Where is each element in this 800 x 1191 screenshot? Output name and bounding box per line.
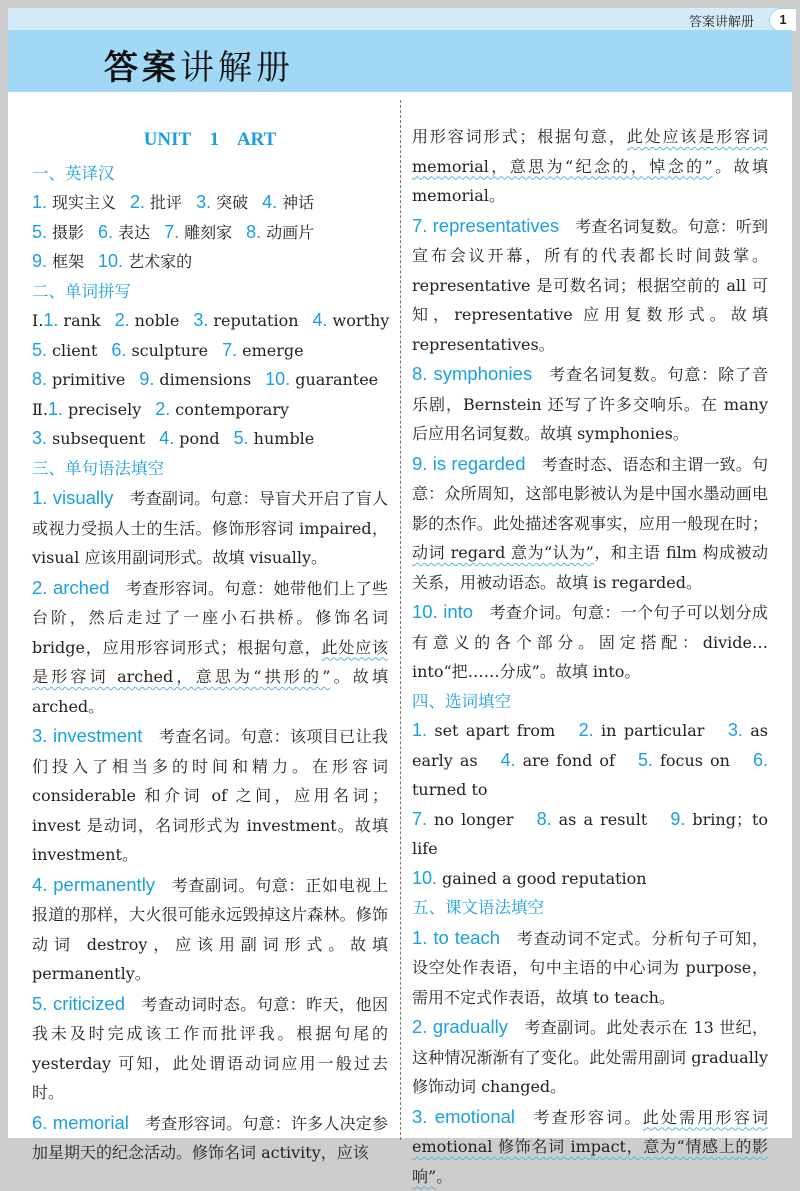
answer-item [32,311,101,330]
item-number: 9. [32,251,52,271]
item-number: 1. [412,720,434,740]
answer-item [155,400,289,419]
item-number: 3. [193,310,213,330]
page-title [104,40,294,89]
answer-item [32,252,84,271]
item-text: turned to [412,780,488,799]
item-text: primitive [52,370,125,389]
item-text: in particular [601,721,704,740]
item-text: guarantee [295,370,378,389]
answer-item [32,429,145,448]
answer-key: 2. arched [32,577,110,598]
item-number: 4. [501,750,523,770]
explanation-text: 。故填 arched。 [32,667,388,716]
column-divider [400,100,401,1140]
explanation-text: 。故填 memorial。 [412,157,768,206]
item-text: 框架 [52,252,84,271]
item-number: 6. [753,750,768,770]
explanation-text: 考查形容词。 [531,1108,643,1127]
word-choice-answers [412,716,768,893]
answer-item [98,252,192,271]
item-number: 1. [48,399,68,419]
item-number: 7. [164,222,184,242]
answer-entry [32,483,388,573]
answer-entry [412,1102,768,1191]
answer-key: 8. symphonies [412,363,532,384]
running-header [8,8,792,30]
grammar-answers-continued [412,122,768,687]
answer-key: 2. gradually [412,1016,508,1037]
explanation-text: 考查时态、语态和主谓一致。句意：众所周知，这部电影被认为是中国水墨动画电影的杰作。此处描述客观事实，应用一般现在时； [412,455,768,533]
item-text: 雕刻家 [184,223,232,242]
item-number: 9. [139,369,159,389]
item-number: 8. [32,369,52,389]
answer-item [130,193,182,212]
answer-key: 1. to teach [412,927,500,948]
explanation-text: 考查名词复数。句意：除了音乐剧，Bernstein 还写了许多交响乐。在 many 后应用名词复数。故填 symphonies。 [412,365,768,443]
item-text: gained a good reputation [442,869,647,888]
answer-entry [412,449,768,598]
item-text: 表达 [118,223,150,242]
item-number: 3. [32,428,52,448]
item-number: 2. [130,192,150,212]
answer-key: 1. visually [32,487,113,508]
answer-entry [412,597,768,687]
item-text: pond [179,429,219,448]
answer-item [32,223,84,242]
item-number: 10. [98,251,128,271]
roman-prefix: Ⅰ. [32,311,43,330]
explanation-text: 考查副词。此处表示在 13 世纪，这种情况渐渐有了变化。此处需用副词 gradually 修饰动词 changed。 [412,1018,768,1096]
running-title: 答案讲解册 [689,11,754,30]
right-column [412,122,768,1191]
answer-item [32,341,97,360]
answer-item [262,193,314,212]
answer-entry [412,122,768,211]
roman-prefix: Ⅱ. [32,400,48,419]
answer-entry [32,870,388,989]
explanation-text: 考查名词复数。句意：听到宣布会议开幕，所有的代表都长时间鼓掌。representative 是可数名词；根据空前的 all 可知，representative 应用复数形式。故填 representatives。 [412,217,768,354]
item-text: worthy [333,311,390,330]
answer-item [139,370,251,389]
answer-item [222,341,303,360]
item-number: 5. [32,340,52,360]
answer-item [412,721,555,740]
answer-entry [32,721,388,870]
item-number: 6. [111,340,131,360]
answer-item [164,223,232,242]
answer-item [32,400,141,419]
answer-key: 10. into [412,601,473,622]
item-number: 3. [728,720,750,740]
section-heading: 二、单词拼写 [32,277,388,307]
page-number: 1 [769,8,796,32]
answer-row [32,218,388,248]
item-number: 9. [670,809,692,829]
explanation-text: 用形容词形式；根据句意， [412,127,627,146]
page-title-bold: 答案 [104,48,180,88]
answer-row [32,247,388,277]
answer-item [412,869,647,888]
answer-row [32,424,388,454]
unit-title: UNIT 1 ART [32,125,388,155]
item-text: emerge [242,341,303,360]
explanation-text: 考查形容词。句意：许多人决定参加星期天的纪念活动。修饰名词 activity，应该 [32,1114,388,1163]
explanation-text: 考查介词。句意：一个句子可以划分成有意义的各个部分。固定搭配：divide…into“把……分成”。故填 into。 [412,603,768,681]
item-number: 4. [262,192,282,212]
item-number: 3. [196,192,216,212]
explanation-text: ，和主语 film 构成被动关系，用被动语态。故填 is regarded。 [412,543,768,592]
section-heading: 五、课文语法填空 [412,893,768,923]
translation-answers [32,188,388,277]
explanation-text: 考查副词。句意：导盲犬开启了盲人或视力受损人士的生活。修饰形容词 impaired，visual 应该用副词形式。故填 visually。 [32,489,388,567]
answer-row [32,365,388,395]
item-number: 5. [234,428,254,448]
item-text: 艺术家的 [128,252,192,271]
item-text: precisely [68,400,141,419]
answer-key: 3. emotional [412,1106,515,1127]
answer-item [111,341,208,360]
answer-item [32,193,116,212]
answer-key: 9. is regarded [412,453,525,474]
answer-item [537,810,648,829]
item-text: focus on [660,751,730,770]
answer-entry [412,359,768,449]
section-heading: 四、选词填空 [412,687,768,717]
item-text: set apart from [434,721,555,740]
underlined-note: 此处需用形容词 emotional 修饰名词 impact，意为“情感上的影响” [412,1108,768,1186]
grammar-answers [32,483,388,1168]
answer-key: 4. permanently [32,874,155,895]
answer-item [234,429,315,448]
page [8,8,792,1138]
left-column [32,125,388,1168]
answer-item [193,311,298,330]
underlined-note: 动词 regard 意为“认为” [412,543,594,562]
item-text: are fond of [523,751,615,770]
answer-item [115,311,180,330]
text-grammar-answers [412,923,768,1191]
item-text: reputation [213,311,298,330]
item-text: client [52,341,97,360]
item-number: 10. [265,369,295,389]
answer-item [159,429,219,448]
underlined-note: 此处应该是形容词 arched，意思为“拱形的” [32,638,388,687]
answer-item [501,751,615,770]
item-text: 神话 [282,193,314,212]
answer-key: 3. investment [32,725,142,746]
item-number: 10. [412,868,442,888]
explanation-text: 考查副词。句意：正如电视上报道的那样，大火很可能永远毁掉这片森林。修饰动词 destroy，应该用副词形式。故填 permanently。 [32,876,388,984]
answer-item [265,370,378,389]
answer-key: 5. criticized [32,993,125,1014]
answer-item [313,311,390,330]
answer-item [32,370,125,389]
item-number: 1. [32,192,52,212]
answer-row [32,336,388,366]
answer-row [32,395,388,425]
answer-key: 6. memorial [32,1112,129,1133]
item-text: contemporary [175,400,289,419]
answer-entry [412,923,768,1013]
item-text: 突破 [216,193,248,212]
item-text: rank [63,311,100,330]
item-text: 现实主义 [52,193,116,212]
item-text: sculpture [131,341,208,360]
underlined-note: 此处应该是形容词 memorial，意思为“纪念的，悼念的” [412,127,768,176]
answer-item [98,223,150,242]
item-text: bring；to life [412,810,768,859]
explanation-text: 考查动词不定式。分析句子可知，设空处作表语，句中主语的中心词为 purpose，需用不定式作表语，故填 to teach。 [412,929,768,1007]
answer-entry [32,573,388,722]
item-number: 4. [313,310,333,330]
answer-entry [412,1012,768,1102]
explanation-text: 考查动词时态。句意：昨天，他因我未及时完成该工作而批评我。根据句尾的 yesterday 可知，此处谓语动词应用一般过去时。 [32,995,388,1103]
item-number: 1. [43,310,63,330]
item-text: as early as [412,721,768,770]
answer-entry [412,211,768,360]
item-number: 5. [32,222,52,242]
item-number: 2. [115,310,135,330]
item-number: 6. [98,222,118,242]
item-text: 批评 [150,193,182,212]
answer-entry [32,1108,388,1168]
answer-item [579,721,705,740]
section-heading: 三、单句语法填空 [32,454,388,484]
item-text: no longer [434,810,513,829]
answer-key: 7. representatives [412,215,559,236]
item-text: dimensions [159,370,251,389]
explanation-text: 。 [436,1167,452,1186]
answer-item [412,810,513,829]
answer-entry [32,989,388,1108]
explanation-text: 考查形容词。句意：她带他们上了些台阶，然后走过了一座小石拱桥。修饰名词 bridge，应用形容词形式；根据句意， [32,579,388,657]
section-heading: 一、英译汉 [32,159,388,189]
item-text: humble [254,429,315,448]
answer-item [246,223,314,242]
item-number: 2. [579,720,601,740]
explanation-text: 考查名词。句意：该项目已让我们投入了相当多的时间和精力。在形容词 considerable 和介词 of 之间，应用名词；invest 是动词，名词形式为 investment。故填 investment。 [32,727,388,864]
item-number: 7. [412,809,434,829]
item-number: 8. [537,809,559,829]
item-text: 摄影 [52,223,84,242]
answer-row [32,306,388,336]
item-text: noble [135,311,180,330]
item-number: 5. [638,750,660,770]
item-text: 动画片 [266,223,314,242]
answer-row [32,188,388,218]
item-text: subsequent [52,429,145,448]
page-title-rest: 讲解册 [180,48,294,88]
item-number: 2. [155,399,175,419]
item-text: as a result [559,810,648,829]
item-number: 7. [222,340,242,360]
answer-item [638,751,730,770]
item-number: 4. [159,428,179,448]
item-number: 8. [246,222,266,242]
spelling-answers [32,306,388,454]
title-banner [8,30,792,92]
answer-item [196,193,248,212]
